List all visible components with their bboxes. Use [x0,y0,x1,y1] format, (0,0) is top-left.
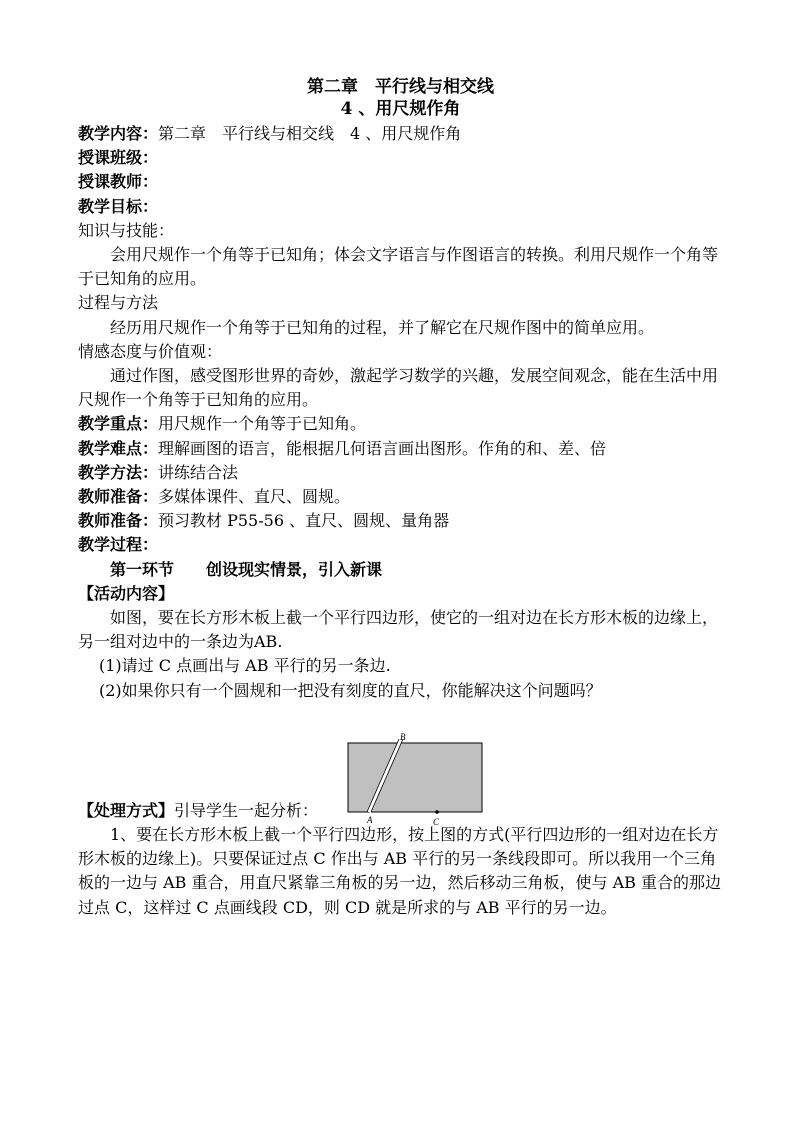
handling-intro: 引导学生一起分析： [174,800,319,820]
board-rectangle [348,743,482,812]
chapter-title: 第二章 平行线与相交线 [307,77,494,97]
lesson-title: 4 、用尺规作角 [340,99,461,119]
emotion-text: 通过作图，感受图形世界的奇妙，激起学习数学的兴趣，发展空间观念，能在生活中用尺规作一个角等于已知角的应用。 [78,366,719,410]
rectangle-board-figure [345,733,495,828]
key-label: 教学重点： [78,414,159,434]
difficulty-label: 教学难点： [78,438,159,458]
prep1-value: 多媒体课件、直尺、圆规。 [158,487,351,507]
difficulty-value: 理解画图的语言，能根据几何语言画出图形。作角的和、差、倍 [158,438,607,458]
knowledge-heading: 知识与技能： [78,220,175,240]
handling-heading: 【处理方式】 [78,800,175,820]
teacher-label: 授课教师： [78,172,159,192]
point-c [435,810,439,814]
activity-text: 如图，要在长方形木板上截一个平行四边形，使它的一组对边在长方形木板的边缘上，另一组对边中的一条边为AB. [78,608,719,652]
label-c: C [433,817,440,827]
method-label: 教学方法： [78,462,159,482]
prep2-row [78,509,723,533]
activity-question-1: (1)请过 C 点画出与 AB 平行的另一条边. [99,656,391,676]
activity-heading: 【活动内容】 [78,583,175,603]
label-a: A [367,815,373,825]
process-text: 经历用尺规作一个角等于已知角的过程，并了解它在尺规作图中的简单应用。 [110,317,655,337]
knowledge-text: 会用尺规作一个角等于已知角；体会文字语言与作图语言的转换。利用尺规作一个角等于已知角的应用。 [78,245,719,289]
difficulty-row [78,437,723,461]
process-label: 教学过程： [78,535,159,555]
handling-text: 1、要在长方形木板上截一个平行四边形，按上图的方式(平行四边形的一组对边在长方形木板的边缘上)。只要保证过点 C 作出与 AB 平行的另一条线段即可。所以我用一个三角板的一边与 AB 重合，用直尺紧靠三角板的另一边，然后移动三角板，使与 AB 重合的那边过点 C，这样过 C 点画线段 CD，则 CD 就是所求的与 AB 平行的另一边。 [78,825,721,917]
content-row [78,122,723,146]
prep1-row [78,485,723,509]
method-row [78,461,723,485]
class-label: 授课班级： [78,148,159,168]
prep2-value: 预习教材 P55-56 、直尺、圆规、量角器 [158,511,450,531]
content-label: 教学内容： [78,124,159,143]
content-value: 第二章 平行线与相交线 4 、用尺规作角 [158,124,462,143]
method-value: 讲练结合法 [158,462,239,482]
section-one-heading: 第一环节 创设现实情景，引入新课 [110,559,383,579]
label-b: B [400,733,406,742]
emotion-heading: 情感态度与价值观： [78,341,223,361]
prep1-label: 教师准备： [78,487,159,507]
key-value: 用尺规作一个角等于已知角。 [158,414,367,434]
prep2-label: 教师准备： [78,511,159,531]
process-heading: 过程与方法 [78,293,159,313]
activity-question-2: (2)如果你只有一个圆规和一把没有刻度的直尺，你能解决这个问题吗？ [99,680,602,700]
goals-label: 教学目标： [78,196,159,216]
key-row [78,412,723,436]
